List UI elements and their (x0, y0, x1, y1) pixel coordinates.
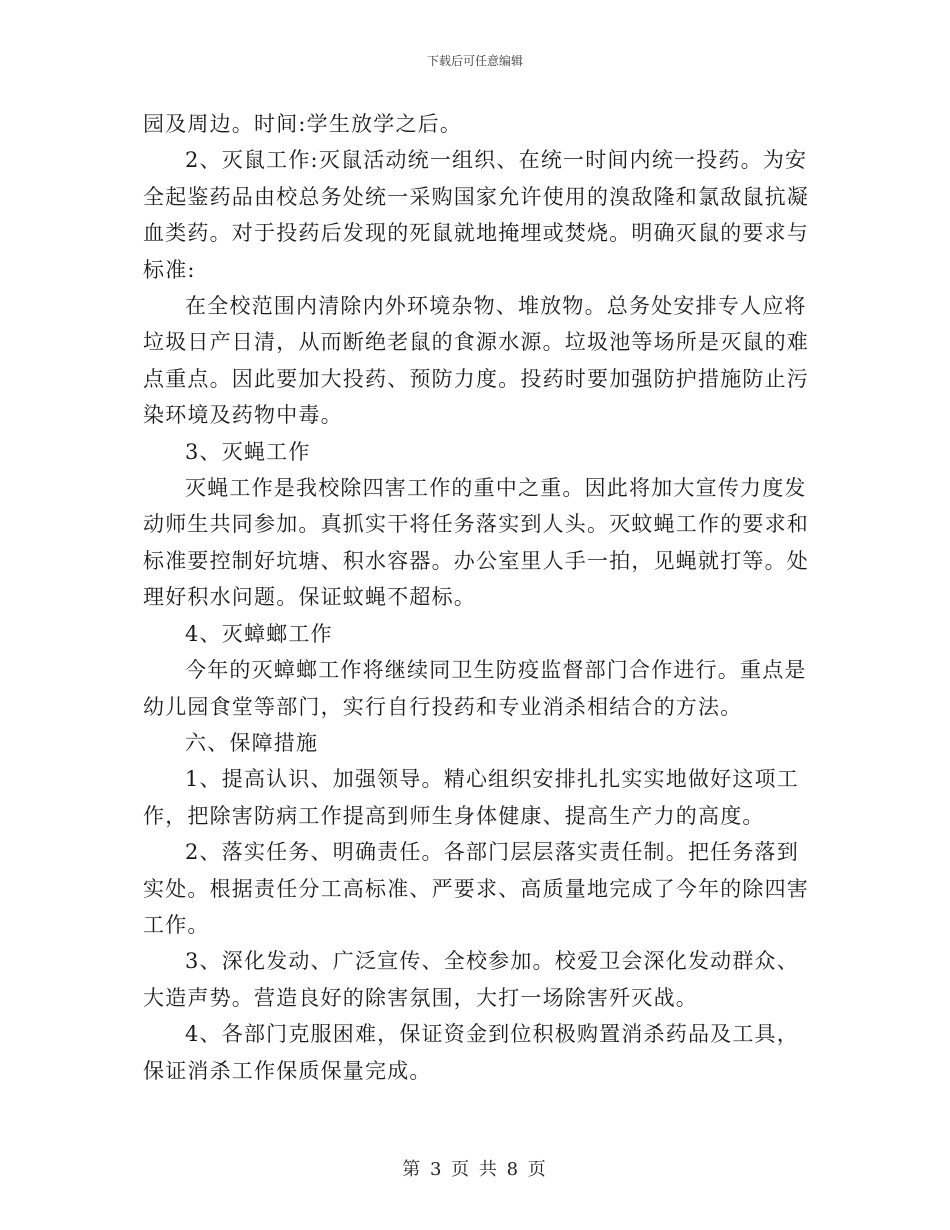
paragraph: 灭蝇工作是我校除四害工作的重中之重。因此将加大宣传力度发动师生共同参加。真抓实干将任务落实到人头。灭蚊蝇工作的要求和标准要控制好坑塘、积水容器。办公室里人手一拍，见蝇就打等。处理好积水问题。保证蚊蝇不超标。 (143, 476, 809, 610)
paragraph: 3、深化发动、广泛宣传、全校参加。校爱卫会深化发动群众、大造声势。营造良好的除害氛围，大打一场除害歼灭战。 (143, 949, 799, 1010)
paragraph: 4、各部门克服困难，保证资金到位积极购置消杀药品及工具，保证消杀工作保质保量完成。 (143, 1022, 799, 1083)
paragraph: 园及周边。时间:学生放学之后。 (143, 112, 463, 136)
page-header-note: 下载后可任意编辑 (426, 54, 523, 68)
document-body (143, 106, 809, 1089)
paragraph: 2、灭鼠工作:灭鼠活动统一组织、在统一时间内统一投药。为安全起鉴药品由校总务处统一采购国家允许使用的溴敌隆和氯敌鼠抗凝血类药。对于投药后发现的死鼠就地掩埋或焚烧。明确灭鼠的要求与标准: (143, 148, 809, 282)
paragraph: 今年的灭蟑螂工作将继续同卫生防疫监督部门合作进行。重点是幼儿园食堂等部门，实行自行投药和专业消杀相结合的方法。 (143, 658, 807, 719)
section-heading: 3、灭蝇工作 (185, 439, 311, 464)
paragraph: 在全校范围内清除内外环境杂物、堆放物。总务处安排专人应将垃圾日产日清，从而断绝老鼠的食源水源。垃圾池等场所是灭鼠的难点重点。因此要加大投药、预防力度。投药时要加强防护措施防止污染环境及药物中毒。 (143, 294, 809, 428)
paragraph: 2、落实任务、明确责任。各部门层层落实责任制。把任务落到实处。根据责任分工高标准、严要求、高质量地完成了今年的除四害工作。 (143, 840, 809, 937)
paragraph: 1、提高认识、加强领导。精心组织安排扎扎实实地做好这项工作，把除害防病工作提高到师生身体健康、提高生产力的高度。 (143, 767, 799, 828)
page-number: 第 3 页 共 8 页 (402, 1159, 548, 1180)
section-heading: 4、灭蟑螂工作 (185, 621, 333, 646)
section-heading: 六、保障措施 (185, 730, 319, 755)
